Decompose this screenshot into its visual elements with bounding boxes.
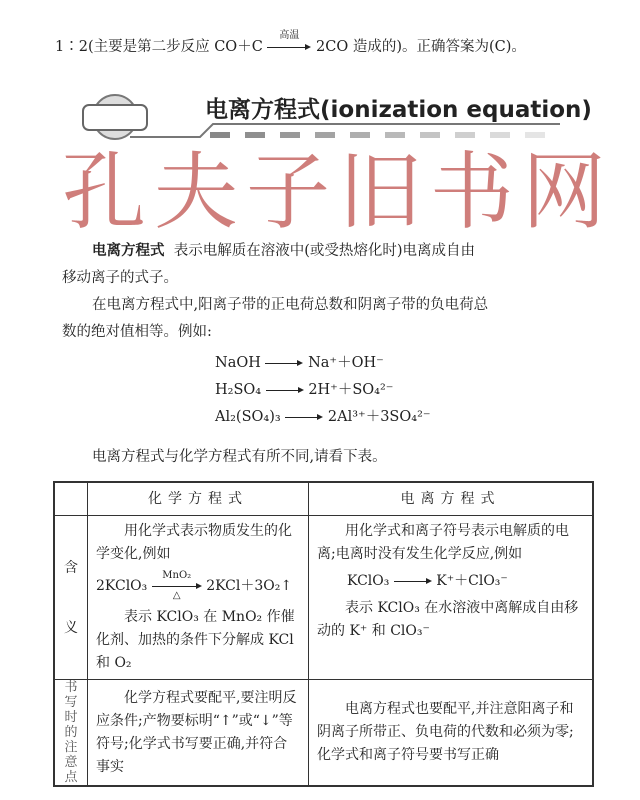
- table-row: [54, 516, 593, 680]
- cond-top: MnO₂: [162, 570, 192, 581]
- eq-left: H₂SO₄: [215, 382, 262, 398]
- empty-cell: [54, 482, 88, 516]
- table-header-row: [54, 482, 593, 516]
- ion-equation: [347, 570, 584, 593]
- top-line: [55, 30, 526, 57]
- arrow-icon: [266, 385, 304, 395]
- watermark: 孔夫子旧书网: [62, 143, 615, 241]
- arrow-icon: [152, 570, 202, 601]
- chem-notes-cell: 化学方程式要配平,要注明反应条件;产物要标明“↑”或“↓”等符号;化学式书写要正确,并符合事实: [88, 680, 309, 787]
- header-chemical-equation: 化学方程式: [88, 482, 309, 516]
- paragraph-line-1: 在电离方程式中,阳离子带的正电荷总数和阴离子带的负电荷总: [92, 297, 489, 313]
- chem-equation: [96, 566, 300, 606]
- definition-text: 表示电解质在溶液中(或受热熔化时)电离成自由: [173, 243, 476, 259]
- eq-left: 2KClO₃: [96, 578, 148, 594]
- paragraph-line-2: 数的绝对值相等。例如:: [62, 324, 212, 340]
- eq-right: K⁺＋ClO₃⁻: [436, 573, 508, 589]
- row-label-meaning: 含 义: [54, 516, 88, 680]
- section-title: 电离方程式(ionization equation): [205, 97, 592, 123]
- eq-left: KClO₃: [347, 573, 390, 589]
- equation: [215, 407, 431, 427]
- chem-text: 用化学式表示物质发生的化学变化,例如: [96, 523, 292, 562]
- ion-notes-cell: 电离方程式也要配平,并注意阳离子和阴离子所带正、负电荷的代数和必须为零;化学式和离子符号要书写正确: [309, 680, 594, 787]
- ion-text: 表示 KClO₃ 在水溶液中离解成自由移动的 K⁺ 和 ClO₃⁻: [317, 600, 579, 639]
- eq-right: 2H⁺＋SO₄²⁻: [308, 382, 394, 398]
- arrow-icon: [394, 576, 432, 586]
- eq-right: 2Al³⁺＋3SO₄²⁻: [327, 409, 431, 425]
- eq-right: Na⁺＋OH⁻: [308, 355, 384, 371]
- arrow-condition: 高温: [279, 30, 300, 41]
- table-row: [54, 680, 593, 787]
- top-line-prefix: 1∶2(主要是第二步反应 CO＋C: [55, 39, 263, 55]
- header-ionization-equation: 电离方程式: [309, 482, 594, 516]
- arrow-icon: [285, 412, 323, 422]
- row-label-notes: 书写时的注意点: [54, 680, 88, 787]
- chem-text: 表示 KClO₃ 在 MnO₂ 作催化剂、加热的条件下分解成 KCl 和 O₂: [96, 609, 295, 671]
- ion-text: 用化学式和离子符号表示电解质的电离;电离时没有发生化学反应,例如: [317, 523, 569, 562]
- ion-meaning-cell: [309, 516, 594, 680]
- cond-bottom: △: [172, 590, 181, 601]
- table-intro: 电离方程式与化学方程式有所不同,请看下表。: [92, 449, 387, 465]
- equation: [215, 380, 393, 400]
- chem-meaning-cell: [88, 516, 309, 680]
- definition-line-2: 移动离子的式子。: [62, 270, 178, 286]
- eq-left: NaOH: [215, 355, 261, 371]
- definition-line-1: [92, 241, 475, 261]
- eq-left: Al₂(SO₄)₃: [215, 409, 281, 425]
- arrow-icon: [265, 358, 303, 368]
- reaction-arrow: [267, 30, 311, 52]
- equation: [215, 353, 384, 373]
- definition-term: 电离方程式: [92, 242, 165, 259]
- eq-right: 2KCl＋3O₂↑: [206, 578, 293, 594]
- comparison-table: [53, 481, 594, 787]
- top-line-suffix: 2CO 造成的)。正确答案为(C)。: [316, 39, 526, 55]
